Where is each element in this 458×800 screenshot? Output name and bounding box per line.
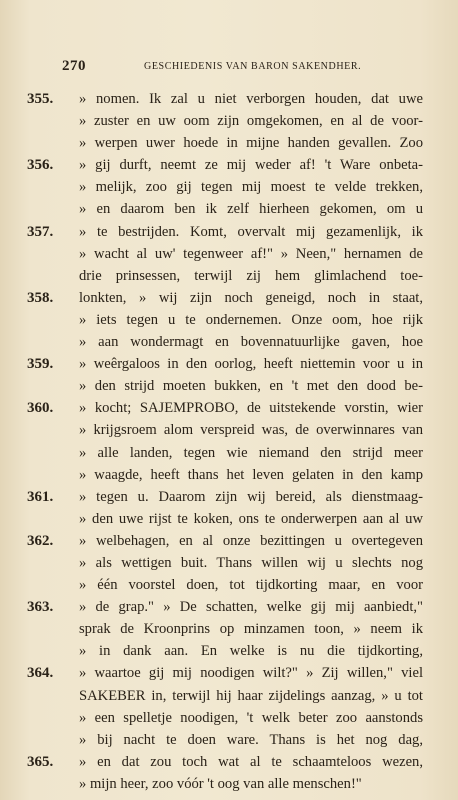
text-line	[0, 221, 458, 243]
page-header	[62, 58, 424, 78]
running-title: GESCHIEDENIS VAN BARON SAKENDHER.	[144, 61, 362, 72]
line-text: » en dat zou toch wat al te schaamteloos wezen,	[79, 753, 423, 770]
text-line	[0, 331, 458, 353]
text-line	[0, 198, 458, 220]
line-text: » bij nacht te doen ware. Thans is het nog dag,	[79, 731, 423, 748]
line-text: » in dank aan. En welke is nu die tijdkorting,	[79, 643, 423, 660]
text-line	[0, 685, 458, 707]
text-line	[0, 729, 458, 751]
page-number: 270	[62, 58, 86, 74]
line-text: » als wettigen buit. Thans willen wij u slechts nog	[79, 554, 423, 571]
line-text: » welbehagen, en al onze bezittingen u overtegeven	[79, 532, 423, 549]
line-text: » den uwe rijst te koken, ons te onderwerpen aan al uw	[79, 510, 423, 527]
text-line	[0, 574, 458, 596]
body-text	[0, 88, 458, 795]
text-line	[0, 596, 458, 618]
text-line	[0, 640, 458, 662]
text-line	[0, 88, 458, 110]
text-line	[0, 486, 458, 508]
line-text: » waartoe gij mij noodigen wilt?" » Zij willen," viel	[79, 665, 423, 682]
line-number: 358.	[27, 289, 54, 306]
line-text: » de grap." » De schatten, welke gij mij aanbiedt,"	[79, 599, 423, 616]
line-number: 365.	[27, 753, 54, 770]
line-text: » tegen u. Daarom zijn wij bereid, als dienstmaag-	[79, 488, 423, 505]
line-text: » melijk, zoo gij tegen mij moest te velde trekken,	[79, 179, 423, 196]
line-text: » één voorstel doen, tot tijdkorting maar, en voor	[79, 577, 423, 594]
text-line	[0, 309, 458, 331]
line-text: sprak de Kroonprins op minzamen toon, » neem ik	[79, 621, 423, 638]
line-text: drie prinsessen, terwijl zij hem glimlachend toe-	[79, 267, 423, 284]
line-text: » krijgsroem alom verspreid was, de overwinnares van	[79, 422, 423, 439]
line-text: » mijn heer, zoo vóór 't oog van alle menschen!"	[79, 775, 362, 792]
text-line	[0, 176, 458, 198]
line-text: » den strijd moeten bukken, en 't met den dood be-	[79, 378, 423, 395]
line-text: » waagde, heeft thans het leven gelaten in den kamp	[79, 466, 423, 483]
text-line	[0, 265, 458, 287]
line-text: » te bestrijden. Komt, overvalt mij gezamenlijk, ik	[79, 223, 423, 240]
text-line	[0, 154, 458, 176]
line-number: 356.	[27, 157, 54, 174]
text-line	[0, 442, 458, 464]
line-text: » zuster en uw oom zijn omgekomen, en al de voor-	[79, 113, 423, 130]
line-text: » aan wondermagt en bovennatuurlijke gaven, hoe	[79, 334, 423, 351]
line-number: 360.	[27, 400, 54, 417]
line-text: SAKEBER in, terwijl hij haar zijdelings aanzag, » u tot	[79, 687, 423, 704]
line-text: » nomen. Ik zal u niet verborgen houden, dat uwe	[79, 91, 423, 107]
text-line	[0, 397, 458, 419]
line-text: » iets tegen u te ondernemen. Onze oom, hoe rijk	[79, 311, 423, 328]
text-line	[0, 287, 458, 309]
text-line	[0, 552, 458, 574]
line-number: 363.	[27, 599, 54, 616]
line-number: 357.	[27, 223, 54, 240]
line-number: 364.	[27, 665, 54, 682]
line-text: » alle landen, tegen wie niemand den strijd meer	[79, 444, 423, 461]
text-line	[0, 464, 458, 486]
text-line	[0, 243, 458, 265]
line-text: lonkten, » wij zijn noch geneigd, noch in staat,	[79, 289, 423, 306]
text-line	[0, 375, 458, 397]
line-text: » en daarom ben ik zelf hierheen gekomen, om u	[79, 201, 423, 218]
text-line	[0, 751, 458, 773]
text-line	[0, 773, 458, 795]
text-line	[0, 530, 458, 552]
text-line	[0, 110, 458, 132]
text-line	[0, 508, 458, 530]
line-number: 361.	[27, 488, 54, 505]
line-text: » gij durft, neemt ze mij weder af! 't Ware onbeta-	[79, 157, 423, 174]
text-line	[0, 419, 458, 441]
line-number: 359.	[27, 356, 54, 373]
line-text: » weêrgaloos in den oorlog, heeft niettemin voor u in	[79, 356, 423, 373]
line-text: » een spelletje noodigen, 't welk beter zoo aanstonds	[79, 709, 423, 726]
text-line	[0, 618, 458, 640]
line-number: 362.	[27, 532, 54, 549]
text-line	[0, 662, 458, 684]
text-line	[0, 707, 458, 729]
line-text: » wacht al uw' tegenweer af!" » Neen," hernamen de	[79, 245, 423, 262]
line-text: » werpen uwer hoede in mijne handen gevallen. Zoo	[79, 135, 423, 152]
line-text: » kocht; SAJEMPROBO, de uitstekende vorstin, wier	[79, 400, 423, 417]
text-line	[0, 353, 458, 375]
text-line	[0, 132, 458, 154]
line-number: 355.	[27, 91, 54, 107]
